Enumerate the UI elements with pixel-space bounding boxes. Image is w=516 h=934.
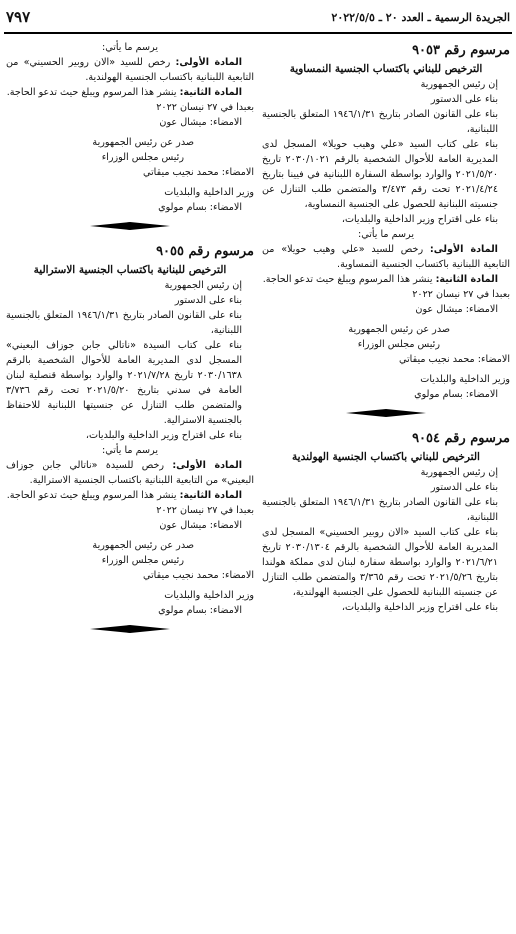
article-1-label: المادة الأولى: — [175, 57, 242, 68]
left-column — [6, 40, 254, 644]
president-signature: الامضاء: ميشال عون — [159, 520, 242, 531]
constitution-line: بناء على الدستور — [430, 482, 498, 493]
article-2-text: ينشر هذا المرسوم ويبلغ حيث تدعو الحاجة. — [262, 274, 433, 285]
section-separator-icon — [90, 221, 170, 231]
issued-by: صدر عن رئيس الجمهورية — [92, 137, 194, 148]
decree-subject: الترخيص للبناني باكتساب الجنسية الهولندية — [292, 451, 480, 463]
pm-title: رئيس مجلس الوزراء — [101, 555, 184, 566]
article-2 — [6, 85, 254, 100]
article-2-label: المادة الثانية: — [435, 274, 498, 285]
article-2 — [6, 488, 254, 503]
decree-date: بعبدا في ٢٧ نيسان ٢٠٢٢ — [156, 102, 254, 113]
constitution-line: بناء على الدستور — [174, 295, 242, 306]
law-line: بناء على القانون الصادر بتاريخ ١٩٤٦/١/٣١ المتعلق بالجنسية اللبنانية، — [6, 310, 242, 336]
president-signature: الامضاء: ميشال عون — [415, 304, 498, 315]
minister-signature: الامضاء: بسام مولوي — [158, 605, 242, 616]
proposal-line: بناء على اقتراح وزير الداخلية والبلديات، — [85, 430, 242, 441]
minister-title: وزير الداخلية والبلديات — [164, 187, 254, 198]
president-line: إن رئيس الجمهورية — [164, 280, 242, 291]
article-2-label: المادة الثانية: — [179, 490, 242, 501]
constitution-line: بناء على الدستور — [430, 94, 498, 105]
law-line: بناء على القانون الصادر بتاريخ ١٩٤٦/١/٣١ المتعلق بالجنسية اللبنانية، — [262, 497, 498, 523]
article-1 — [262, 242, 510, 272]
article-1 — [6, 458, 254, 488]
section-separator-icon — [90, 624, 170, 634]
gazette-title: الجريدة الرسمية ـ العدد ٢٠ ـ ٢٠٢٢/٥/٥ — [331, 10, 510, 24]
article-2-text: ينشر هذا المرسوم ويبلغ حيث تدعو الحاجة. — [6, 87, 177, 98]
article-1-text: رخص للسيد «علي وهيب حويلا» من التابعية اللبنانية باكتساب الجنسية النمساوية. — [262, 244, 510, 270]
header-rule — [4, 32, 512, 34]
section-separator-icon — [346, 408, 426, 418]
proposal-line: بناء على اقتراح وزير الداخلية والبلديات، — [341, 602, 498, 613]
decrees-line: يرسم ما يأتي: — [101, 42, 159, 53]
decree-9054-continued — [6, 40, 254, 231]
minister-signature: الامضاء: بسام مولوي — [158, 202, 242, 213]
decrees-line: يرسم ما يأتي: — [357, 229, 415, 240]
article-1-label: المادة الأولى: — [429, 244, 498, 255]
right-column — [262, 40, 510, 615]
law-line: بناء على القانون الصادر بتاريخ ١٩٤٦/١/٣١ المتعلق بالجنسية اللبنانية، — [262, 109, 498, 135]
pm-title: رئيس مجلس الوزراء — [357, 339, 440, 350]
issued-by: صدر عن رئيس الجمهورية — [348, 324, 450, 335]
article-1-text: رخص للسيدة «ناتالي جابن جوزاف البعيني» من التابعية اللبنانية باكتساب الجنسية الاسترالية. — [6, 460, 254, 486]
decree-subject: الترخيص للبناني باكتساب الجنسية النمساوية — [289, 63, 483, 75]
decree-subject: الترخيص للبنانية باكتساب الجنسية الاسترالية — [33, 264, 227, 276]
article-1-text: رخص للسيد «الان روبير الحسيني» من التابعية اللبنانية باكتساب الجنسية الهولندية. — [6, 57, 254, 83]
proposal-line: بناء على اقتراح وزير الداخلية والبلديات، — [341, 214, 498, 225]
decrees-line: يرسم ما يأتي: — [101, 445, 159, 456]
letter-paragraph: بناء على كتاب السيدة «ناتالي جابن جوزاف البعيني» المسجل لدى المديرية العامة للأحوال الشخصية بالرقم ٢٠٣٠/١٦٣٨ تاريخ ٢٠٢١/٧/٢٨ والوارد بواسطة قنصلية لبنان العامة في سدني بتاريخ ٢٠٢١/٥/٢٠ تحت رقم ٣/٧٣٦ والمتضمن طلب التنازل عن جنسيتها اللبنانية للاحتفاظ بالجنسية الاسترالية. — [6, 340, 242, 426]
article-2-text: ينشر هذا المرسوم ويبلغ حيث تدعو الحاجة. — [6, 490, 177, 501]
letter-paragraph: بناء على كتاب السيد «علي وهيب حويلا» المسجل لدى المديرية العامة للأحوال الشخصية بالرقم ٢٠٣٠/١٠٢١ تاريخ ٢٠٢١/٥/٢٠ والوارد بواسطة السفارة اللبنانية في فيينا بتاريخ ٢٠٢١/٤/٢٤ تحت رقم ٣/٤٧٣ والمتضمن طلب التنازل عن جنسيته اللبنانية للحصول على الجنسية النمساوية، — [262, 139, 498, 210]
article-1 — [6, 55, 254, 85]
decree-heading: مرسوم رقم ٩٠٥٣ — [412, 43, 510, 58]
decree-9055 — [6, 241, 254, 634]
decree-heading: مرسوم رقم ٩٠٥٤ — [412, 431, 510, 446]
letter-paragraph: بناء على كتاب السيد «الان روبير الحسيني» المسجل لدى المديرية العامة للأحوال الشخصية بالرقم ٢٠٣٠/١٣٠٤ تاريخ ٢٠٢١/٦/٢١ والوارد بواسطة سفارة لبنان لدى مملكة هولندا بتاريخ ٢٠٢١/٥/٢٦ تحت رقم ٣/٣٦٥ والمتضمن طلب التنازل عن جنسيته اللبنانية للحصول على الجنسية الهولندية، — [262, 527, 498, 598]
president-signature: الامضاء: ميشال عون — [159, 117, 242, 128]
pm-signature: الامضاء: محمد نجيب ميقاتي — [143, 570, 254, 581]
pm-signature: الامضاء: محمد نجيب ميقاتي — [399, 354, 510, 365]
pm-title: رئيس مجلس الوزراء — [101, 152, 184, 163]
minister-title: وزير الداخلية والبلديات — [164, 590, 254, 601]
minister-signature: الامضاء: بسام مولوي — [414, 389, 498, 400]
page-header — [6, 6, 510, 28]
issued-by: صدر عن رئيس الجمهورية — [92, 540, 194, 551]
decree-date: بعبدا في ٢٧ نيسان ٢٠٢٢ — [412, 289, 510, 300]
president-line: إن رئيس الجمهورية — [420, 467, 498, 478]
decree-9053 — [262, 40, 510, 418]
pm-signature: الامضاء: محمد نجيب ميقاتي — [143, 167, 254, 178]
decree-date: بعبدا في ٢٧ نيسان ٢٠٢٢ — [156, 505, 254, 516]
decree-9054 — [262, 428, 510, 615]
article-2 — [262, 272, 510, 287]
page-number: ٧٩٧ — [6, 8, 31, 26]
president-line: إن رئيس الجمهورية — [420, 79, 498, 90]
minister-title: وزير الداخلية والبلديات — [420, 374, 510, 385]
article-1-label: المادة الأولى: — [172, 460, 242, 471]
article-2-label: المادة الثانية: — [179, 87, 242, 98]
decree-heading: مرسوم رقم ٩٠٥٥ — [156, 244, 254, 259]
